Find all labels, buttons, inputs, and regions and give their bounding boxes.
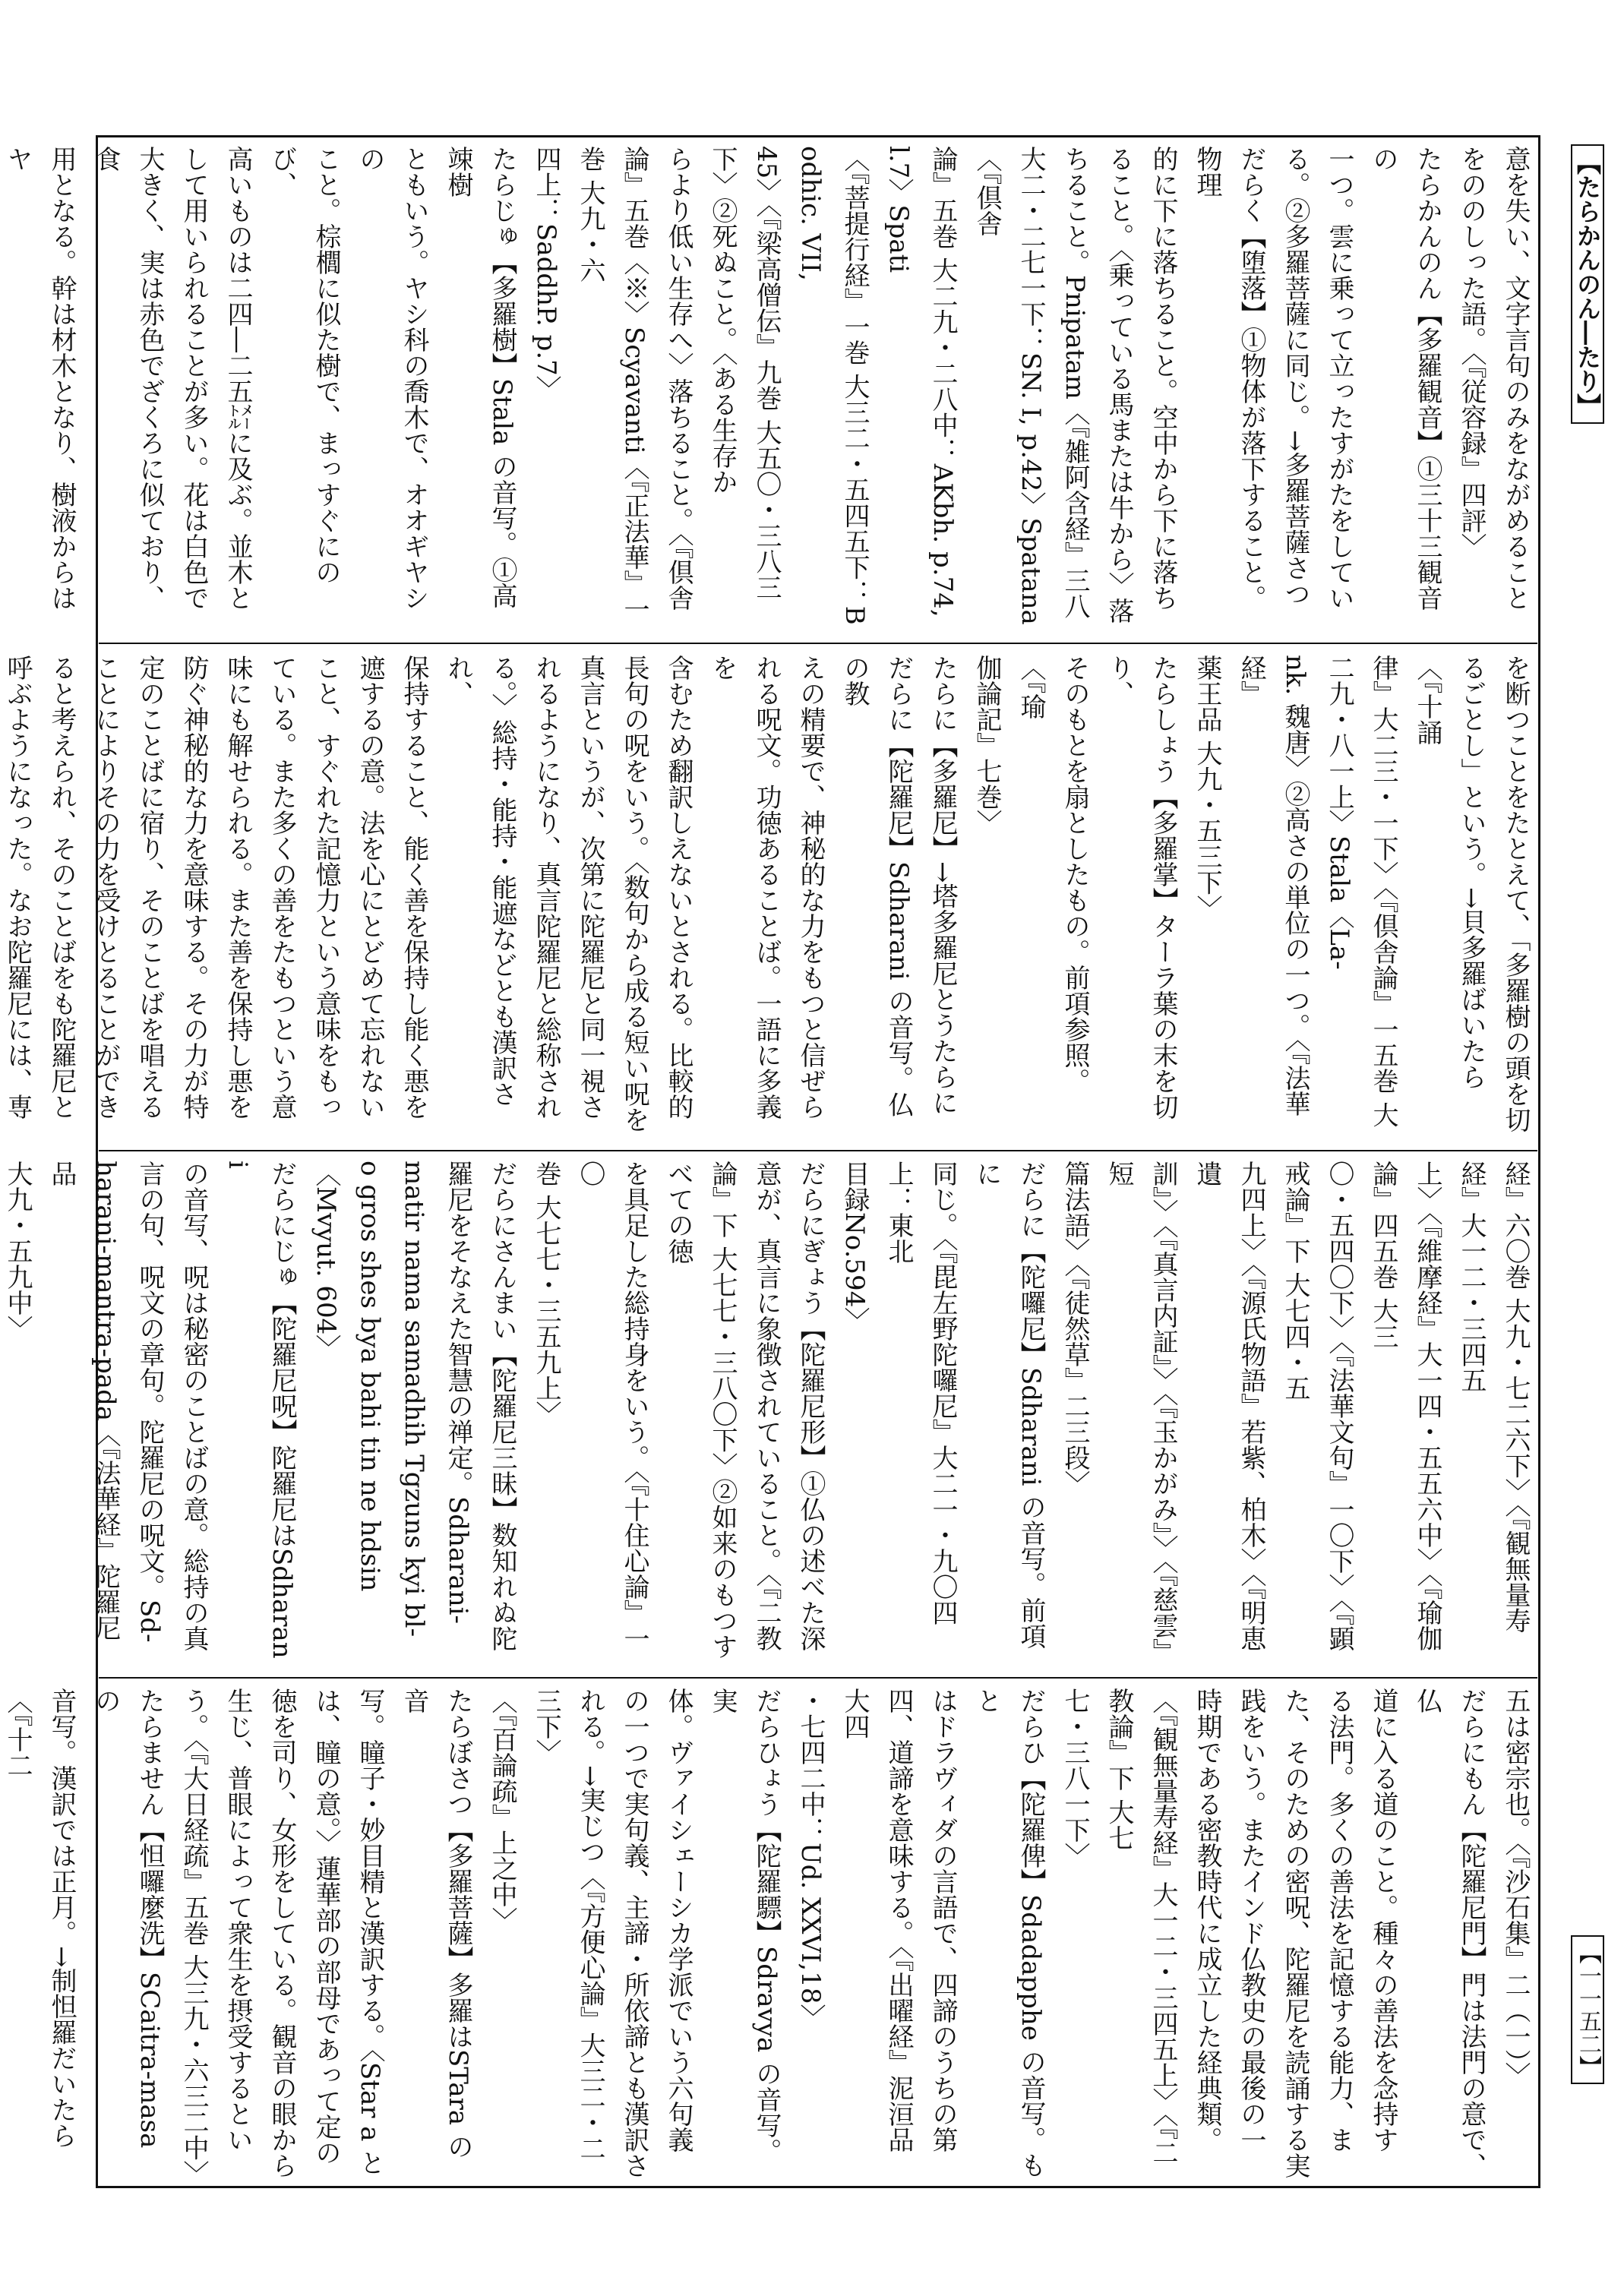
text-line: るごとし」という。→貝多羅ばいたら〈『十誦 <box>1412 655 1487 1090</box>
tier-column <box>2 1161 1537 1665</box>
tier-divider <box>99 1150 1537 1151</box>
text-line: 〈『観無量寿経』大一二・三四五上〉〈『二教論』下 大七 <box>1104 1688 1178 2165</box>
text-tier-2 <box>2 655 1537 1138</box>
text-line: 大九・五九中〉 <box>2 1161 33 1341</box>
text-line: ことによりその力を受けとることができ <box>90 655 121 1120</box>
text-line: はドラヴィダの言語で、四諦のうちの第 <box>927 1688 958 2152</box>
running-head: 【たらかんのん―たり】 <box>1571 144 1604 424</box>
text-line: は、瞳の意。〉蓮華部の部母であって定の <box>311 1688 341 2165</box>
text-line: harani-mantra-pada〈『法華経』陀羅尼品 <box>46 1161 121 1641</box>
text-line: たらません【怛囉麼洗】SCaitra-masa の <box>90 1688 165 2149</box>
text-line: 五は密宗也。〈『沙石集』二（一）〉 <box>1500 1688 1531 2088</box>
text-line: れるようになり、真言陀羅尼と総称され <box>531 655 561 1120</box>
text-line: ている。また多くの善をたもつという意 <box>267 655 297 1120</box>
text-tier-1 <box>2 146 1537 627</box>
text-line: る法門。多くの善法を記憶する能力、ま <box>1324 1688 1354 2152</box>
text-line: たらに【多羅尼】→塔多羅尼とうたらに <box>927 655 958 1116</box>
text-line: た、そのための密呪、陀羅尼を読誦する実 <box>1280 1688 1310 2178</box>
text-line: ともいう。ヤシ科の喬木で、オオギヤシの <box>355 146 429 611</box>
text-line: 含むため翻訳しえないとされる。比較的 <box>663 655 694 1120</box>
text-line: だらく【堕落】①物体が落下すること。物理 <box>1192 146 1266 611</box>
text-line: の音写、呪は秘密のことばの意。総持の真 <box>179 1161 209 1651</box>
text-line: 真言というが、次第に陀羅尼と同一視さ <box>575 655 605 1120</box>
text-line: 大きく、実は赤色でざくろに似ており、食 <box>90 146 165 611</box>
text-line: ること。〈乗っている馬または牛から〉落 <box>1104 146 1134 624</box>
text-line: 律』大二三・一下〉〈『倶舎論』一五巻 大二九・八一上〉Stala〈La- <box>1324 655 1398 1128</box>
text-line: 〇・五四〇下〉〈『法華文句』一〇下〉〈『顕戒論』下 大七四・五 <box>1280 1161 1354 1651</box>
text-line: 保持すること、能く善を保持し能く悪を <box>399 655 429 1120</box>
text-line: 論』五巻 大二九・二八中：AKbh. p.74, l.7〉Spati <box>883 146 958 617</box>
text-line: 伽論記』七巻〉 <box>972 655 1002 835</box>
text-line: そのもとを扇としたもの。前項参照。〈『瑜 <box>1016 655 1090 1094</box>
text-line: 〈『百論疏』上之中〉 <box>487 1688 517 1933</box>
text-line: れる呪文。功徳あることば。一語に多義を <box>707 655 782 1120</box>
text-line: 論』五巻〈※〉Scyavanti〈『正法華』一巻 大九・六 <box>575 146 649 622</box>
text-line: たらかんのん【多羅観音】①三十三観音の <box>1368 146 1442 611</box>
text-line: 上〉〈『維摩経』大一四・五五六中〉〈『瑜伽論』四五巻 大三 <box>1368 1161 1442 1651</box>
text-line: らより低い生存へ〉落ちること。〈『倶舎 <box>663 146 694 611</box>
text-line: う。〈『大日経疏』五巻 大三九・六三二中〉 <box>179 1688 209 2187</box>
text-line: matir nama samadhih Tgzuns kyi bl- <box>399 1161 429 1638</box>
text-tier-3 <box>2 1161 1537 1665</box>
text-line: 音写。漢訳では正月。→制怛羅だいたら〈『十二 <box>2 1688 77 2149</box>
text-line: 篇法語〉〈『徒然草』二三段〉 <box>1060 1161 1090 1496</box>
text-line: 七・三八一下〉 <box>1060 1688 1090 1868</box>
text-line: こと、すぐれた記憶力という意味をもっ <box>311 655 341 1120</box>
text-line: だらに【陀羅尼】Sdharani の音写。仏の教 <box>839 655 914 1118</box>
text-line: 時期である密教時代に成立した経典類。 <box>1192 1688 1222 2152</box>
text-line: 目録No.594〉 <box>839 1161 870 1334</box>
text-line: を断つことをたとえて、「多羅樹の頭を切 <box>1500 655 1531 1132</box>
text-line: る。②多羅菩薩に同じ。→多羅菩薩さつ <box>1280 146 1310 607</box>
text-line: 経』六〇巻 大九・七二六下〉〈『観無量寿経』大一二・三四五 <box>1456 1161 1531 1634</box>
text-line: 防ぐ神秘的な力を意味する。その力が特 <box>179 655 209 1120</box>
text-line: 〈『菩提行経』一巻 大三二・五四五下：Bodhic. VII, <box>795 146 870 625</box>
text-line: 遮するの意。法を心にとどめて忘れない <box>355 655 385 1120</box>
text-line: 大二・二七一下：SN. I, p.42〉Spatana〈『倶舎 <box>972 146 1046 625</box>
page-number: 【一一五二】 <box>1571 1935 1604 2084</box>
text-line: だらにぎょう【陀羅尼形】①仏の述べた深 <box>795 1161 826 1651</box>
text-line: だらに【陀囉尼】Sdharani の音写。前項に <box>972 1161 1046 1650</box>
text-line: 言の句、呪文の章句。陀羅尼の呪文。Sd- <box>134 1161 165 1643</box>
text-line: ・七四二中：Ud. XXVI,18〉 <box>795 1688 826 2030</box>
text-line: 四、道諦を意味する。〈『出曜経』泥洹品 大四 <box>839 1688 914 2152</box>
text-line: ると考えられ、そのことばをも陀羅尼と <box>46 655 77 1120</box>
tier-column <box>2 1688 1537 2187</box>
text-line: 薬王品 大九・五三下〉 <box>1192 655 1222 921</box>
text-line: だらにもん【陀羅尼門】門は法門の意で、仏 <box>1412 1688 1487 2178</box>
text-line: こと。棕櫚に似た樹で、まっすぐにのび、 <box>267 146 341 585</box>
text-line: だらひ【陀羅俾】Sdadapphe の音写。もと <box>972 1688 1046 2178</box>
text-line: の一つで実句義、主諦・所依諦とも漢訳さ <box>619 1688 649 2178</box>
text-line: 意が、真言に象徴されていること。〈『二教 <box>751 1161 782 1651</box>
text-line: 訓』〉〈『真言内証』〉〈『玉かがみ』〉〈『慈雲』短 <box>1104 1161 1178 1664</box>
text-line: たらしょう【多羅掌】ターラ葉の末を切り、 <box>1104 655 1178 1120</box>
text-line: 論』下 大七七・三八〇下〉②如来のもつすべての徳 <box>663 1161 738 1660</box>
text-line: 巻 大七七・三五九上〉 <box>531 1161 561 1427</box>
text-line: 写。瞳子・妙目精と漢訳する。〈Star a と <box>355 1688 385 2176</box>
text-line: 徳を司り、女形をしている。観音の眼から <box>267 1688 297 2178</box>
text-line: 〈Mvyut. 604〉 <box>311 1161 341 1361</box>
text-line: 45〉〈『梁高僧伝』九巻 大五〇・三八三下〉②死ぬこと。〈ある生存か <box>707 146 782 601</box>
text-line: だらにさんまい【陀羅尼三昧】数知れぬ陀 <box>487 1161 517 1651</box>
tier-column <box>2 146 1537 627</box>
text-line: 長句の呪をいう。〈数句から成る短い呪を <box>619 655 649 1132</box>
text-line: れる。→実じつ〈『方便心論』大三二・二三下〉 <box>531 1688 605 2162</box>
text-line: 九四上〉〈『源氏物語』若紫、柏木〉〈『明恵遺 <box>1192 1161 1266 1651</box>
text-line: だらにじゅ【陀羅尼呪】陀羅尼はSdharani <box>223 1161 297 1659</box>
text-line: 生じ、普眼によって衆生を摂受するとい <box>223 1688 253 2152</box>
text-line: 一つ。雲に乗って立ったすがたをしてい <box>1324 146 1354 611</box>
text-line: たらじゅ【多羅樹】Stala の音写。①高竦樹 <box>443 146 517 609</box>
text-line: だらひょう【陀羅驃】Sdravya の音写。実 <box>707 1688 782 2165</box>
text-line: 意を失い、文字言句のみをながめること <box>1500 146 1531 611</box>
text-tier-4 <box>2 1688 1537 2187</box>
text-line: 羅尼をそなえた智慧の禅定。Sdharani- <box>443 1161 473 1625</box>
text-line: 道に入る道のこと。種々の善法を念持す <box>1368 1688 1398 2152</box>
text-line: 用となる。幹は材木となり、樹液からはヤ <box>2 146 77 611</box>
text-line: る。〉総持・能持・能遮などとも漢訳され、 <box>443 655 517 1107</box>
tier-divider <box>99 1677 1537 1679</box>
text-line: を具足した総持身をいう。〈『十住心論』一〇 <box>575 1161 649 1651</box>
text-line: ちること。Pnipatam〈『雑阿含経』三八 <box>1060 146 1090 619</box>
text-line: 呼ぶようになった。なお陀羅尼には、専 <box>2 655 33 1120</box>
text-line: 味にも解せられる。また善を保持し悪を <box>223 655 253 1120</box>
text-line: えの精要で、神秘的な力をもつと信ぜら <box>795 655 826 1120</box>
text-line: 同じ。〈『毘左野陀囉尼』大二一・九〇四上：東北 <box>883 1161 958 1625</box>
text-line: 践をいう。またインド仏教史の最後の一 <box>1236 1688 1266 2152</box>
text-line: o gros shes bya bahi tin ne hdsin <box>355 1161 385 1592</box>
tier-divider <box>99 643 1537 644</box>
tier-column <box>2 655 1537 1138</box>
text-line: 体。ヴァイシェーシカ学派でいう六句義 <box>663 1688 694 2152</box>
text-line: たらぼさつ【多羅菩薩】多羅はSTara の音 <box>399 1688 473 2159</box>
text-line: をののしった語。〈『従容録』四評〉 <box>1456 146 1487 559</box>
text-line: して用いられることが多い。花は白色で <box>179 146 209 611</box>
text-line: 高いものは二四―二五㍍に及ぶ。並木と <box>223 146 253 611</box>
text-line: 的に下に落ちること。空中から下に落ち <box>1148 146 1178 611</box>
text-line: 四上：SaddhP. p.7〉 <box>531 146 561 402</box>
text-line: 定のことばに宿り、そのことばを唱える <box>134 655 165 1120</box>
text-line: nk. 魏唐〉②高さの単位の一つ。〈『法華経』 <box>1236 655 1310 1117</box>
